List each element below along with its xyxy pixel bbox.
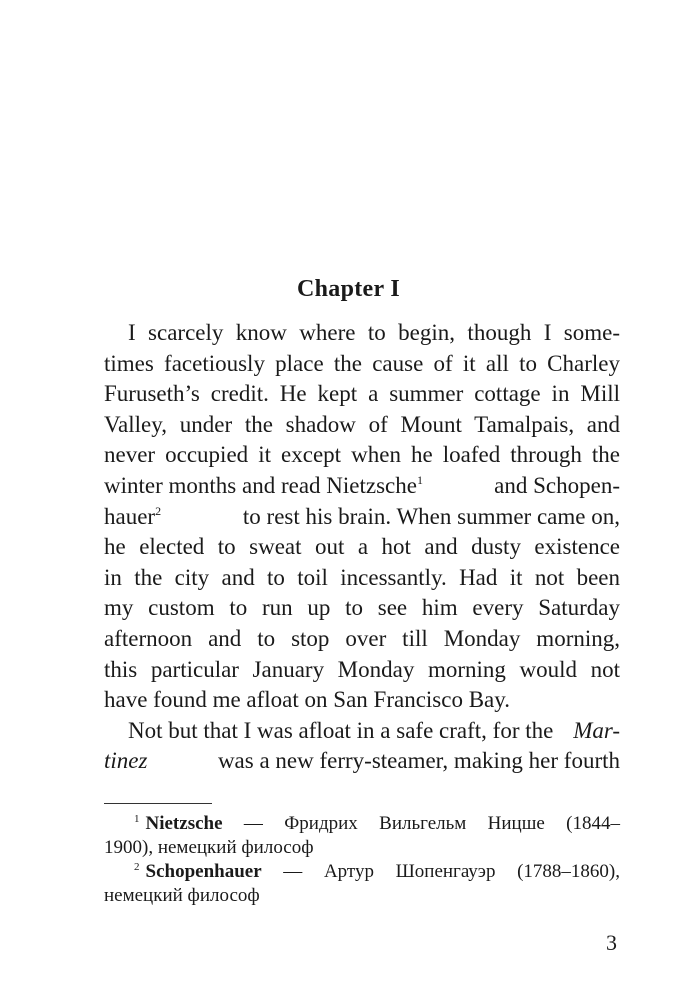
footnote-number: 1 bbox=[134, 813, 140, 825]
text-segment: was a new ferry-steamer, making her fourth bbox=[217, 748, 620, 774]
footnote-ref-1[interactable]: 1 bbox=[416, 472, 423, 487]
footnotes bbox=[104, 812, 620, 908]
footnote-term: Schopenhauer bbox=[145, 861, 262, 882]
footnote-number: 2 bbox=[134, 861, 140, 873]
text-segment: and Schopen- bbox=[494, 472, 620, 498]
text-line: Valley, under the shadow of Mount Tamalpais, and bbox=[104, 411, 620, 437]
text-line: he elected to sweat out a hot and dusty existence bbox=[104, 534, 620, 560]
text-line: this particular January Monday morning would not bbox=[104, 656, 620, 682]
text-line: Furuseth’s credit. He kept a summer cottage in Mill bbox=[104, 381, 620, 407]
text-segment: to rest his brain. When summer came on, bbox=[242, 503, 620, 529]
text-line: in the city and to toil incessantly. Had it not been bbox=[104, 564, 620, 590]
text-line bbox=[104, 746, 620, 777]
text-line: times facetiously place the cause of it all to Charley bbox=[104, 350, 620, 376]
footnote-2 bbox=[104, 860, 620, 884]
text-line: never occupied it except when he loafed through the bbox=[104, 442, 620, 468]
text-line bbox=[104, 716, 620, 747]
page-number: 3 bbox=[606, 930, 617, 955]
footnote-continuation: 1900), немецкий философ bbox=[104, 837, 314, 858]
footnote-divider bbox=[104, 803, 212, 804]
text-segment: winter months and read Nietzsche$^1$ bbox=[104, 472, 423, 498]
chapter-title: Chapter I bbox=[297, 276, 400, 302]
footnote-term: Nietzsche bbox=[145, 813, 223, 834]
footnote-ref-2[interactable]: 2 bbox=[155, 503, 162, 518]
footnote-text: — Артур Шопенгауэр (1788–1860), bbox=[283, 861, 621, 882]
text-segment: Not but that I was afloat in a safe craft, for the bbox=[128, 717, 554, 743]
italic-ship-name: Mar- bbox=[573, 717, 620, 743]
text-segment: hauer$^2$ bbox=[104, 503, 162, 529]
text-line: my custom to run up to see him every Saturday bbox=[104, 595, 620, 621]
text-line bbox=[104, 471, 620, 502]
text-line: I scarcely know where to begin, though I some- bbox=[128, 320, 620, 345]
footnote-text: — Фридрих Вильгельм Ницше (1844– bbox=[243, 813, 620, 834]
body-text bbox=[104, 318, 620, 777]
footnote-continuation: немецкий философ bbox=[104, 885, 260, 906]
text-line: afternoon and to stop over till Monday morning, bbox=[104, 625, 620, 651]
footnote-1 bbox=[104, 812, 620, 836]
text-line bbox=[104, 502, 620, 533]
text-line: have found me afloat on San Francisco Bay. bbox=[104, 687, 511, 713]
italic-ship-name: tinez bbox=[104, 748, 148, 774]
